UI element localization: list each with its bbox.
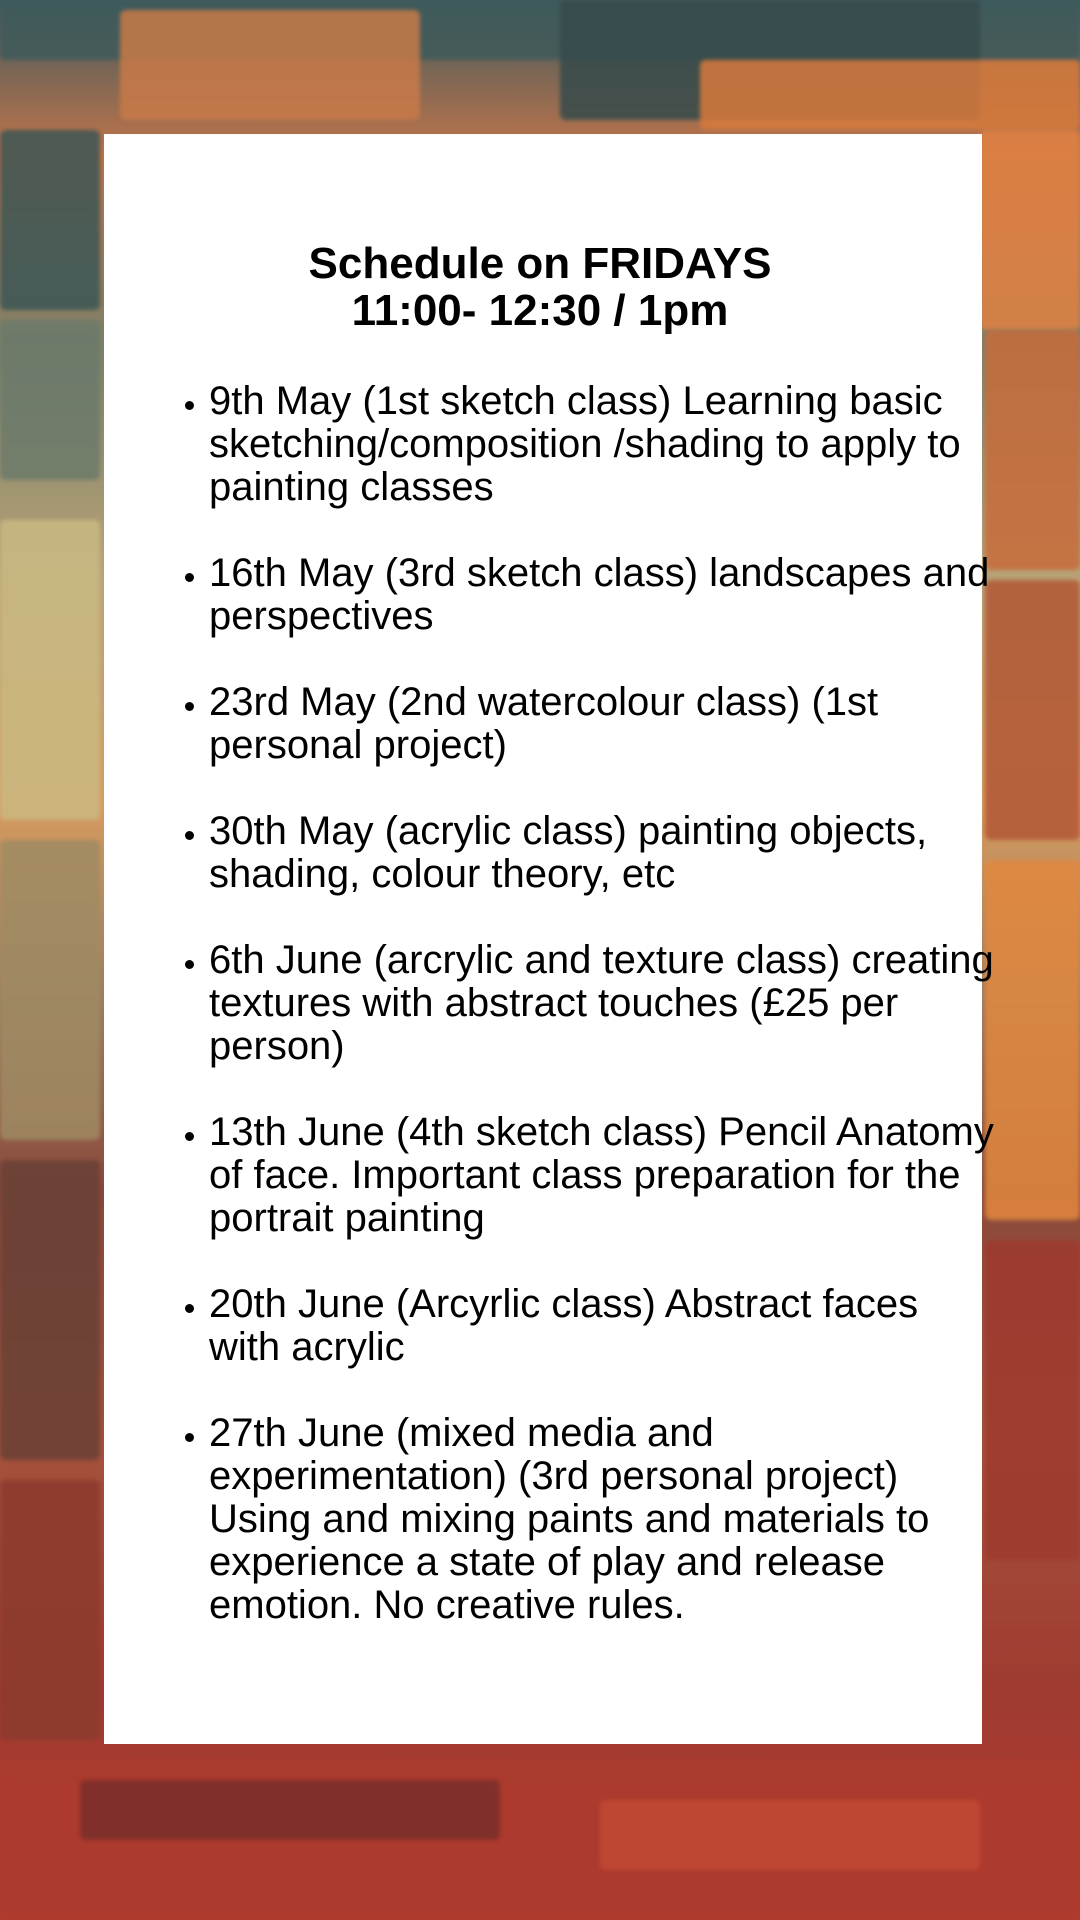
heading-line-days: Schedule on FRIDAYS [308,239,772,288]
list-item: • 30th May (acrylic class) painting objects, shading, colour theory, etc [209,810,999,896]
list-item: • 13th June (4th sketch class) Pencil Anatomy of face. Important class preparation for the portrait painting [209,1111,999,1240]
list-item: • 9th May (1st sketch class) Learning basic sketching/composition /shading to apply to painting classes [209,380,999,509]
heading-line-time: 11:00- 12:30 / 1pm [351,286,729,335]
list-item: • 16th May (3rd sketch class) landscapes and perspectives [209,552,999,638]
class-schedule-list [172,380,999,1670]
list-item: • 20th June (Arcyrlic class) Abstract faces with acrylic [209,1283,999,1369]
list-item: • 27th June (mixed media and experimentation) (3rd personal project) Using and mixing paints and materials to experience a state of play and release emotion. No creative rules. [209,1412,999,1627]
list-item: • 6th June (arcrylic and texture class) creating textures with abstract touches (£25 per person) [209,939,999,1068]
schedule-heading [0,240,1080,334]
list-item: • 23rd May (2nd watercolour class) (1st personal project) [209,681,999,767]
